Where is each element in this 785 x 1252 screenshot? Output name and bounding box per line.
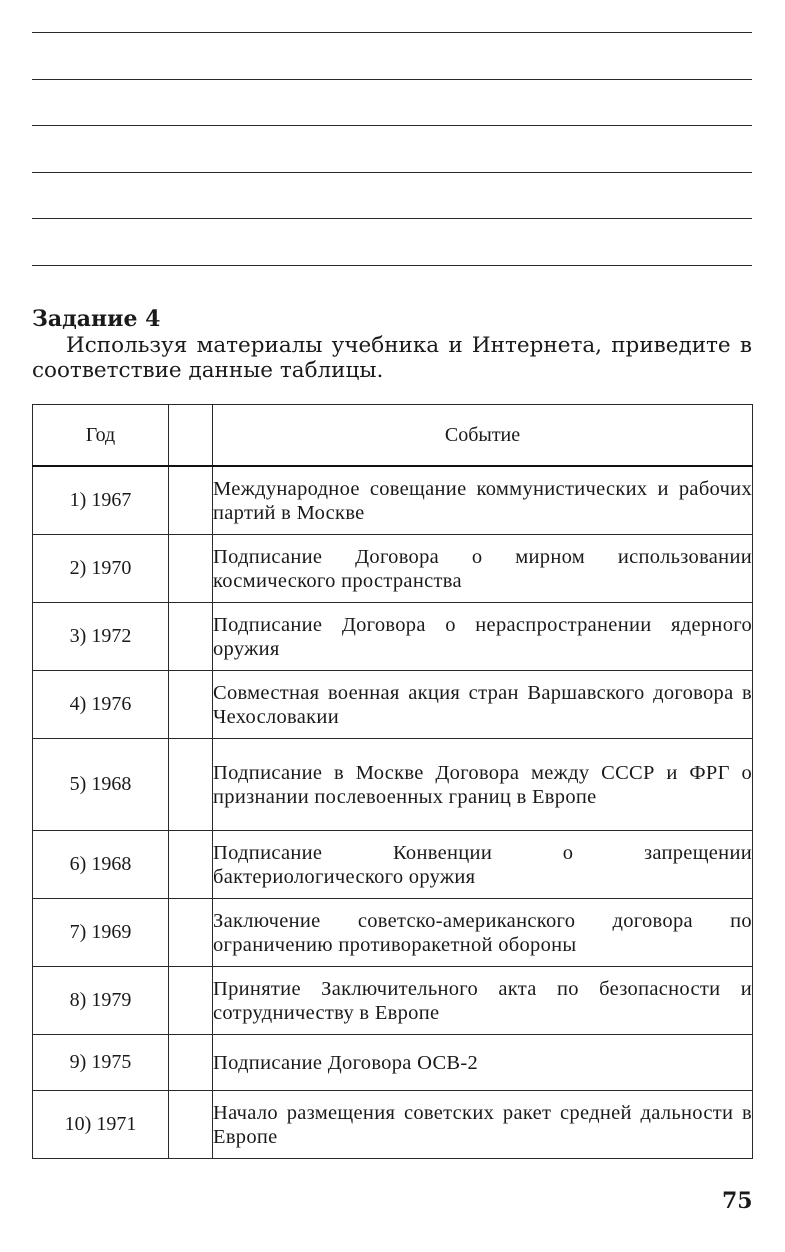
matching-table bbox=[32, 404, 753, 1159]
year-cell: 3) 1972 bbox=[33, 603, 169, 671]
table-row bbox=[33, 1035, 753, 1091]
answer-line bbox=[32, 79, 752, 80]
answer-cell[interactable] bbox=[169, 671, 213, 739]
year-cell: 6) 1968 bbox=[33, 831, 169, 899]
year-cell: 7) 1969 bbox=[33, 899, 169, 967]
event-cell: Подписание Конвенции о запрещении бактериологического оружия bbox=[213, 831, 753, 899]
answer-cell[interactable] bbox=[169, 603, 213, 671]
answer-cell[interactable] bbox=[169, 535, 213, 603]
year-cell: 9) 1975 bbox=[33, 1035, 169, 1091]
page-number: 75 bbox=[722, 1188, 753, 1214]
answer-line bbox=[32, 125, 752, 126]
header-year: Год bbox=[33, 405, 169, 467]
answer-cell[interactable] bbox=[169, 967, 213, 1035]
event-cell: Подписание в Москве Договора между СССР и ФРГ о признании послевоенных границ в Европе bbox=[213, 739, 753, 831]
answer-line bbox=[32, 265, 752, 266]
event-cell: Подписание Договора о мирном использовании космического пространства bbox=[213, 535, 753, 603]
table-row bbox=[33, 899, 753, 967]
answer-cell[interactable] bbox=[169, 739, 213, 831]
task-title: Задание 4 bbox=[32, 306, 161, 332]
answer-cell[interactable] bbox=[169, 466, 213, 535]
table-row bbox=[33, 466, 753, 535]
answer-cell[interactable] bbox=[169, 831, 213, 899]
table-row bbox=[33, 739, 753, 831]
table-row bbox=[33, 1091, 753, 1159]
event-cell: Совместная военная акция стран Варшавского договора в Чехословакии bbox=[213, 671, 753, 739]
header-event: Событие bbox=[213, 405, 753, 467]
event-cell: Международное совещание коммунистических и рабочих партий в Москве bbox=[213, 466, 753, 535]
event-cell: Принятие Заключительного акта по безопасности и сотрудничеству в Европе bbox=[213, 967, 753, 1035]
answer-cell[interactable] bbox=[169, 899, 213, 967]
table-row bbox=[33, 535, 753, 603]
event-cell: Заключение советско-американского договора по ограничению противоракетной обороны bbox=[213, 899, 753, 967]
year-cell: 2) 1970 bbox=[33, 535, 169, 603]
table-header-row bbox=[33, 405, 753, 467]
event-cell: Подписание Договора о нераспространении ядерного оружия bbox=[213, 603, 753, 671]
event-cell: Подписание Договора ОСВ-2 bbox=[213, 1035, 753, 1091]
task-instruction bbox=[32, 333, 752, 383]
header-blank bbox=[169, 405, 213, 467]
task-instruction-text: Используя материалы учебника и Интернета, приведите в соответствие данные таблицы. bbox=[32, 333, 752, 383]
event-cell: Начало размещения советских ракет средней дальности в Европе bbox=[213, 1091, 753, 1159]
table-row bbox=[33, 831, 753, 899]
year-cell: 8) 1979 bbox=[33, 967, 169, 1035]
year-cell: 1) 1967 bbox=[33, 466, 169, 535]
answer-line bbox=[32, 172, 752, 173]
answer-line bbox=[32, 32, 752, 33]
answer-cell[interactable] bbox=[169, 1035, 213, 1091]
table-row bbox=[33, 671, 753, 739]
answer-cell[interactable] bbox=[169, 1091, 213, 1159]
answer-line bbox=[32, 218, 752, 219]
table-row bbox=[33, 967, 753, 1035]
year-cell: 5) 1968 bbox=[33, 739, 169, 831]
year-cell: 10) 1971 bbox=[33, 1091, 169, 1159]
year-cell: 4) 1976 bbox=[33, 671, 169, 739]
table-row bbox=[33, 603, 753, 671]
